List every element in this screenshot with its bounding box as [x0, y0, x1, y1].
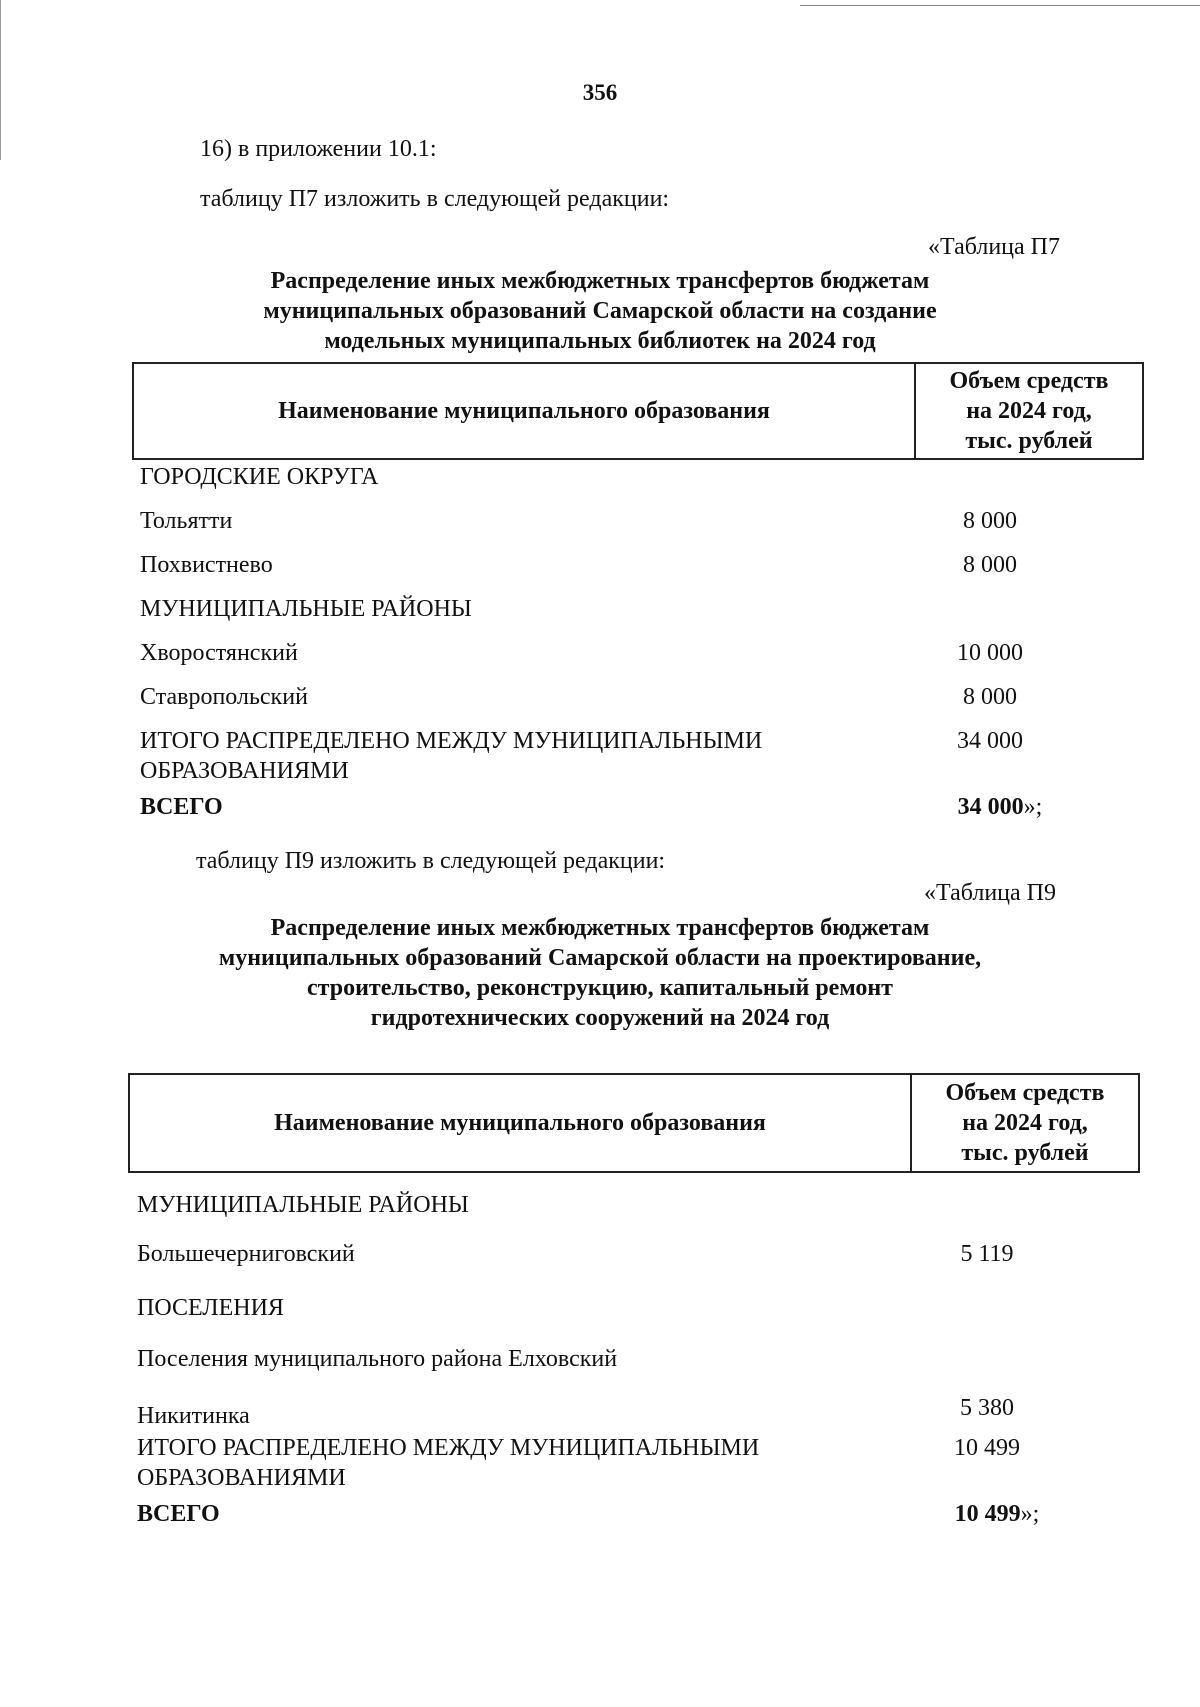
row-value: [900, 792, 1100, 822]
row-name: Большечерниговский: [137, 1241, 355, 1267]
table9-header-amount: [911, 1074, 1139, 1172]
row-value: 5 380: [960, 1395, 1014, 1421]
row-value: 10 000: [957, 640, 1023, 666]
row-name: Тольятти: [140, 508, 233, 534]
row-name: Похвистнево: [140, 552, 273, 578]
row-name: Ставропольский: [140, 684, 308, 710]
table9-title-line: муниципальных образований Самарской области на проектирование,: [218, 945, 982, 971]
table9-title-line: гидротехнических сооружений на 2024 год: [370, 1005, 830, 1031]
table9-header-name: Наименование муниципального образования: [129, 1074, 911, 1172]
table7-title: [0, 266, 1200, 356]
table7-instruction: таблицу П7 изложить в следующей редакции:: [200, 186, 670, 212]
row-name: Никитинка: [137, 1403, 250, 1429]
intro-paragraph: 16) в приложении 10.1:: [200, 136, 437, 162]
table9-title-line: строительство, реконструкцию, капитальный ремонт: [307, 975, 893, 1001]
row-name: Хворостянский: [140, 640, 298, 666]
row-name: МУНИЦИПАЛЬНЫЕ РАЙОНЫ: [137, 1192, 469, 1218]
row-name: ВСЕГО: [137, 1501, 220, 1527]
scan-edge-top: [800, 5, 1200, 6]
table7-title-line: муниципальных образований Самарской области на создание: [263, 298, 937, 324]
header-amount-line: тыс. рублей: [965, 428, 1093, 454]
header-amount-line: на 2024 год,: [966, 398, 1092, 424]
row-value: [897, 1499, 1097, 1529]
table7-header: [132, 362, 1144, 460]
table7-label: «Таблица П7: [928, 234, 1060, 260]
page-number: 356: [582, 80, 618, 105]
table9-label: «Таблица П9: [924, 880, 1056, 906]
row-value: 34 000: [957, 728, 1023, 754]
total-value: 34 000: [957, 794, 1024, 820]
row-name: МУНИЦИПАЛЬНЫЕ РАЙОНЫ: [140, 596, 472, 622]
closing-quote: »;: [1023, 794, 1043, 820]
total-value: 10 499: [954, 1501, 1021, 1527]
table9-header: [128, 1073, 1140, 1173]
row-name: ВСЕГО: [140, 794, 223, 820]
row-name: ПОСЕЛЕНИЯ: [137, 1295, 284, 1321]
row-name: ИТОГО РАСПРЕДЕЛЕНО МЕЖДУ МУНИЦИПАЛЬНЫМИ ОБРАЗОВАНИЯМИ: [140, 728, 763, 784]
row-value: 8 000: [963, 552, 1017, 578]
closing-quote: »;: [1020, 1501, 1040, 1527]
row-name: ИТОГО РАСПРЕДЕЛЕНО МЕЖДУ МУНИЦИПАЛЬНЫМИ ОБРАЗОВАНИЯМИ: [137, 1435, 760, 1491]
header-amount-line: тыс. рублей: [961, 1140, 1089, 1166]
row-name: Поселения муниципального района Елховский: [137, 1346, 618, 1372]
row-name: ГОРОДСКИЕ ОКРУГА: [140, 464, 379, 490]
table9-title-line: Распределение иных межбюджетных трансфертов бюджетам: [270, 915, 930, 941]
table7-title-line: модельных муниципальных библиотек на 2024 год: [324, 328, 876, 354]
table7-title-line: Распределение иных межбюджетных трансфертов бюджетам: [270, 268, 930, 294]
table9-instruction: таблицу П9 изложить в следующей редакции:: [196, 848, 666, 874]
table7-header-name: Наименование муниципального образования: [133, 363, 915, 459]
row-value: 8 000: [963, 684, 1017, 710]
table7-header-amount: [915, 363, 1143, 459]
header-amount-line: Объем средств: [945, 1080, 1105, 1106]
header-amount-line: Объем средств: [949, 368, 1109, 394]
row-value: 5 119: [960, 1241, 1014, 1267]
row-value: 8 000: [963, 508, 1017, 534]
table9-title: [0, 913, 1200, 1033]
row-value: 10 499: [954, 1435, 1020, 1461]
header-amount-line: на 2024 год,: [962, 1110, 1088, 1136]
